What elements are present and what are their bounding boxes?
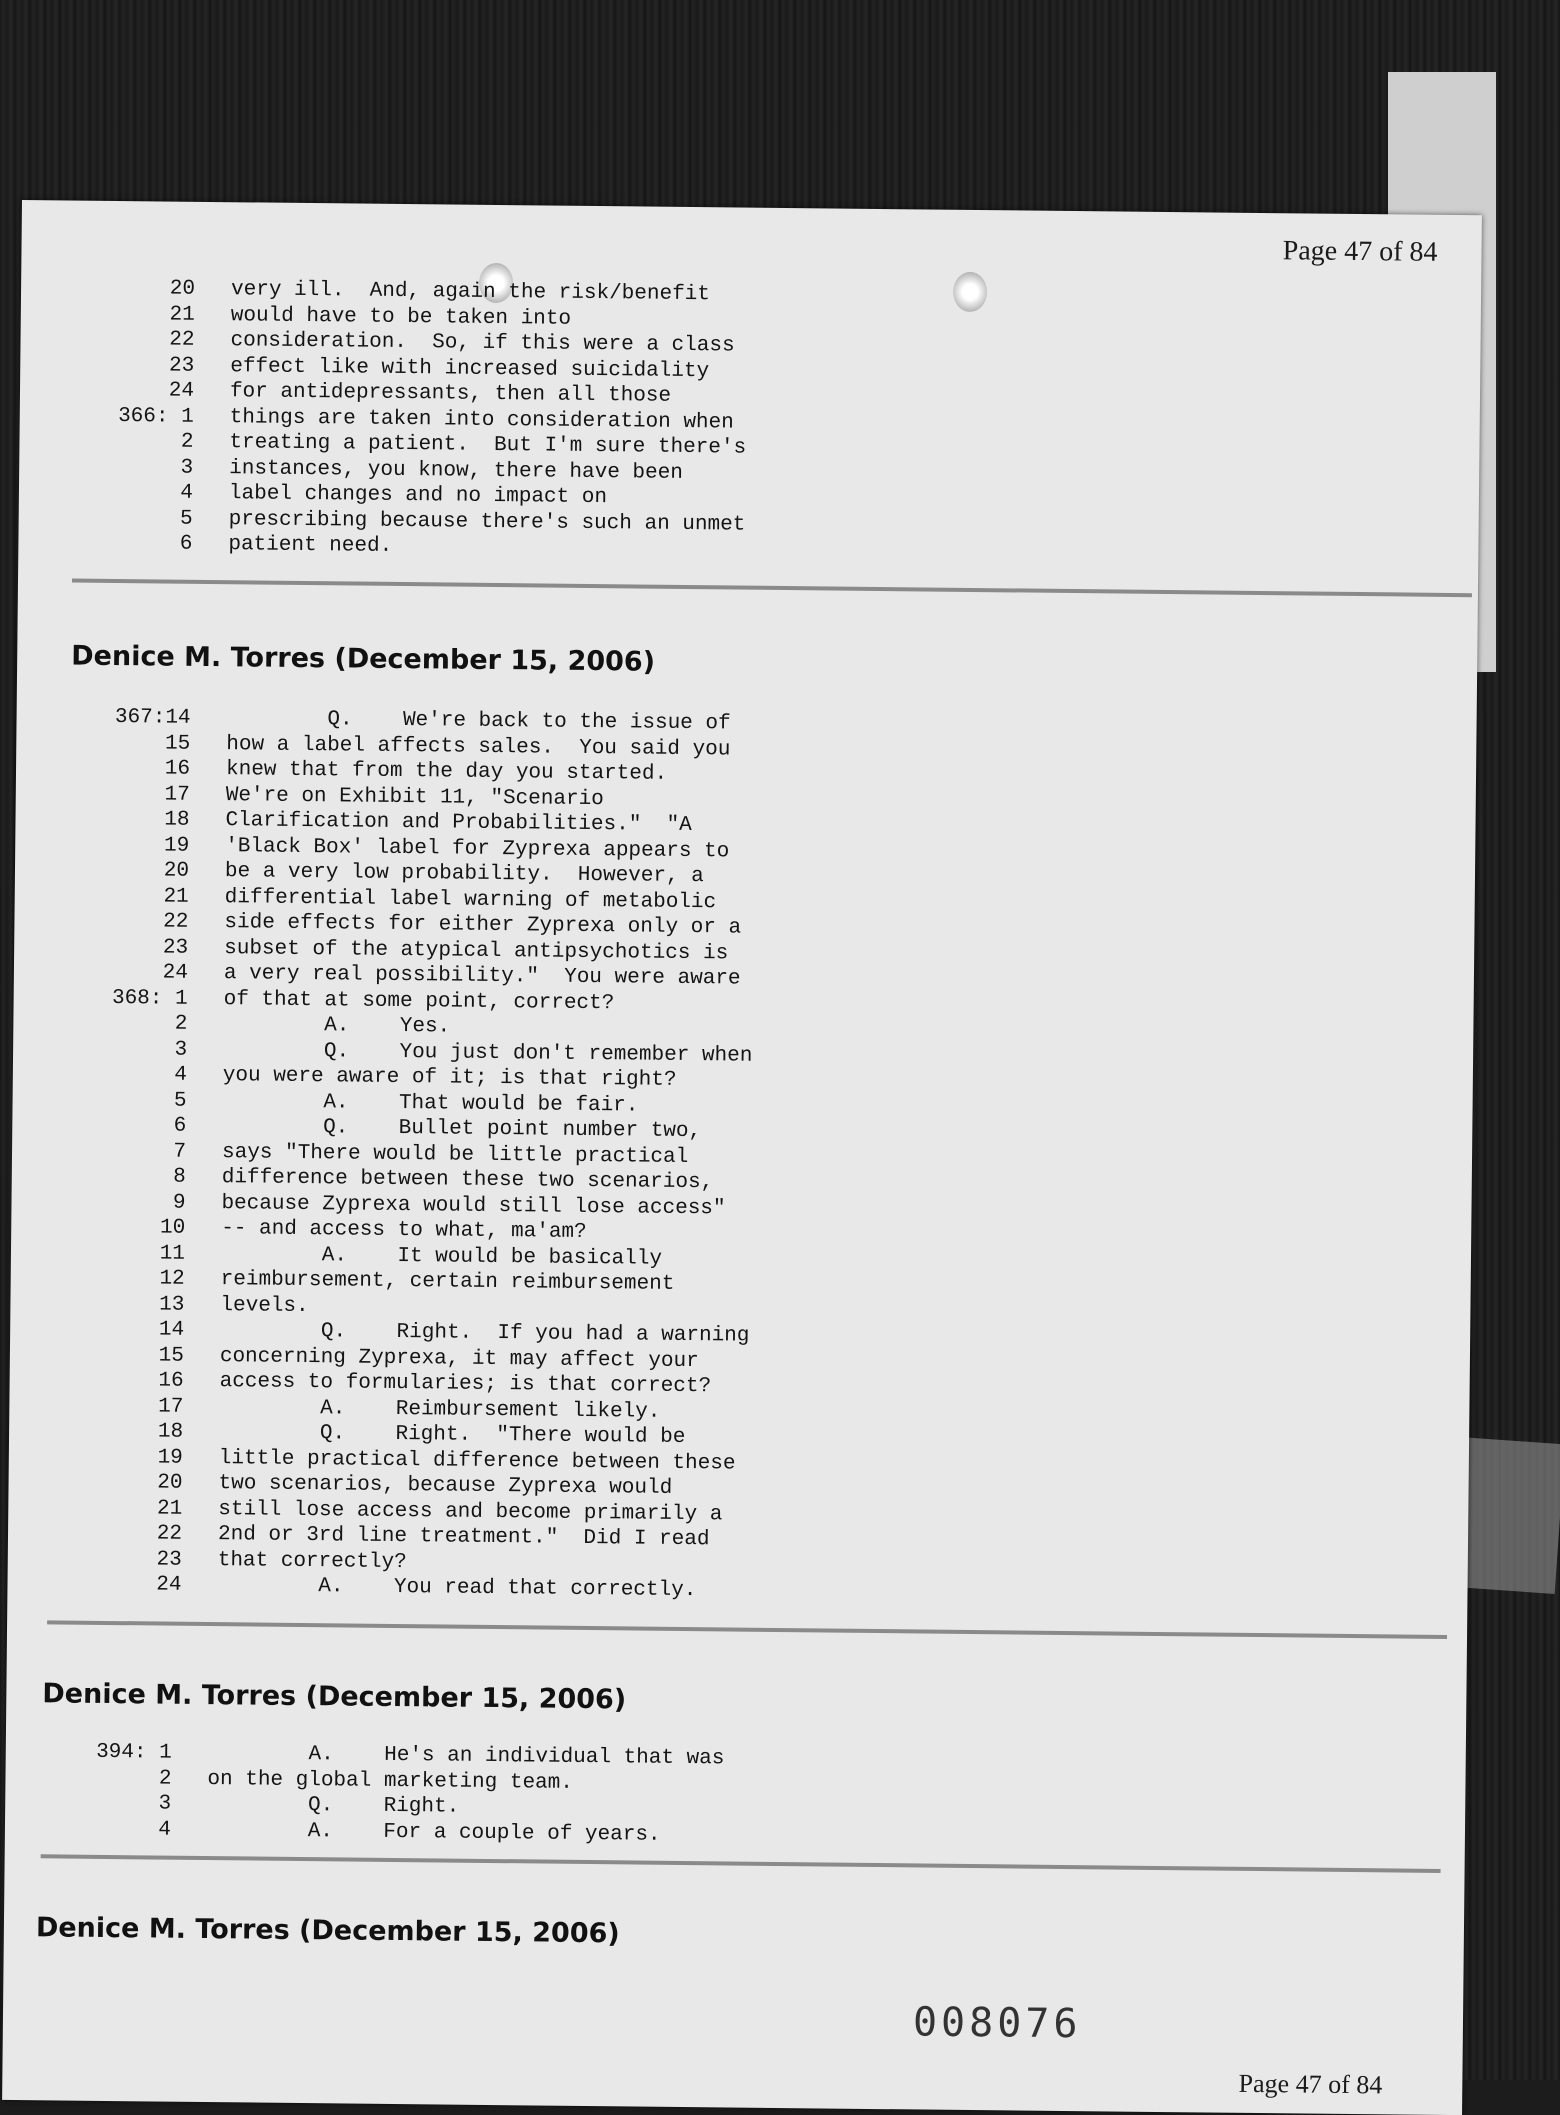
line-number: 366: 1	[117, 404, 194, 429]
line-number: 3	[180, 456, 194, 480]
line-text: on the global marketing team.	[207, 1767, 574, 1795]
line-text: effect like with increased suicidality	[230, 354, 710, 383]
section-divider	[72, 579, 1472, 598]
line-number: 12	[159, 1267, 185, 1291]
line-text: concerning Zyprexa, it may affect your	[219, 1344, 699, 1373]
line-text: access to formularies; is that correct?	[219, 1370, 712, 1399]
line-text: Q. Right. "There would be	[218, 1421, 686, 1450]
line-number: 10	[159, 1216, 186, 1240]
line-number: 20	[169, 277, 196, 301]
deponent-heading: Denice M. Torres (December 15, 2006)	[42, 1678, 627, 1716]
line-text: We're on Exhibit 11, "Scenario	[225, 783, 604, 811]
line-number: 19	[157, 1445, 183, 1470]
line-text: Clarification and Probabilities." "A	[225, 809, 692, 838]
line-number: 17	[158, 1394, 184, 1419]
line-text: you were aware of it; is that right?	[222, 1064, 677, 1092]
line-text: A. That would be fair.	[222, 1089, 639, 1118]
bates-stamp: 008076	[912, 1999, 1082, 2048]
line-number: 368: 1	[111, 986, 188, 1011]
line-number: 24	[156, 1573, 182, 1597]
line-number: 4	[180, 481, 194, 505]
line-text: A. You read that correctly.	[217, 1574, 697, 1603]
line-text: -- and access to what, ma'am?	[221, 1217, 587, 1244]
line-number: 16	[164, 757, 191, 781]
line-number: 22	[163, 910, 189, 934]
line-text: Q. You just don't remember when	[222, 1038, 753, 1068]
section-divider	[47, 1620, 1447, 1639]
line-number: 2	[180, 430, 194, 454]
line-text: differential label warning of metabolic	[224, 885, 717, 914]
line-text: how a label affects sales. You said you	[226, 732, 731, 761]
line-text: 'Black Box' label for Zyprexa appears to	[225, 834, 730, 863]
line-number: 9	[172, 1191, 186, 1215]
section-divider	[41, 1854, 1441, 1873]
line-number: 16	[158, 1369, 184, 1393]
line-text: patient need.	[228, 533, 393, 558]
line-text: subset of the atypical antipsychotics is	[224, 936, 729, 965]
line-number: 22	[169, 328, 195, 352]
line-number: 8	[173, 1165, 186, 1189]
line-number: 367:14	[114, 706, 191, 730]
line-number: 4	[174, 1063, 187, 1087]
line-number: 3	[158, 1792, 172, 1816]
line-text: two scenarios, because Zyprexa would	[218, 1472, 673, 1500]
line-number: 14	[158, 1318, 185, 1342]
line-text: side effects for either Zyprexa only or a	[224, 911, 742, 940]
line-text: prescribing because there's such an unmet	[228, 507, 746, 537]
line-number: 6	[173, 1114, 187, 1138]
line-number: 7	[173, 1140, 187, 1164]
punch-hole-icon	[953, 272, 987, 312]
line-number: 11	[159, 1242, 186, 1266]
page-number-top: Page 47 of 84	[1282, 235, 1438, 268]
line-number: 18	[157, 1420, 184, 1444]
excerpt-2-lines	[51, 705, 756, 1605]
line-text: A. Reimbursement likely.	[219, 1395, 661, 1424]
line-number: 15	[158, 1343, 185, 1368]
line-text: 2nd or 3rd line treatment." Did I read	[217, 1523, 710, 1552]
line-number: 21	[169, 303, 195, 327]
line-text: reimbursement, certain reimbursement	[220, 1268, 675, 1296]
line-text: still lose access and become primarily a	[218, 1497, 723, 1526]
line-number: 13	[159, 1292, 185, 1317]
line-number: 6	[179, 532, 193, 556]
line-text: Q. Bullet point number two,	[222, 1115, 702, 1144]
line-text: because Zyprexa would still lose access"	[221, 1191, 726, 1220]
line-text: levels.	[220, 1293, 309, 1318]
line-text: treating a patient. But I'm sure there's	[229, 431, 747, 460]
line-number: 20	[157, 1471, 183, 1495]
line-number: 394: 1	[96, 1740, 172, 1765]
line-text: A. He's an individual that was	[207, 1742, 725, 1771]
deponent-heading: Denice M. Torres (December 15, 2006)	[35, 1912, 620, 1950]
line-number: 23	[156, 1547, 182, 1572]
line-text: Q. Right.	[207, 1793, 460, 1819]
line-number: 15	[164, 732, 191, 756]
line-number: 4	[158, 1818, 172, 1842]
line-text: A. It would be basically	[220, 1242, 663, 1271]
line-text: Q. We're back to the issue of	[226, 707, 731, 736]
line-number: 5	[173, 1089, 187, 1113]
document-page	[2, 200, 1482, 2115]
line-number: 17	[164, 783, 190, 807]
line-text: very ill. And, again the risk/benefit	[230, 278, 711, 307]
line-text: things are taken into consideration when	[229, 405, 734, 434]
line-number: 21	[163, 885, 189, 909]
line-text: label changes and no impact on	[228, 482, 608, 510]
deponent-heading: Denice M. Torres (December 15, 2006)	[71, 640, 656, 678]
line-number: 22	[156, 1522, 183, 1546]
line-number: 2	[158, 1767, 172, 1791]
line-text: knew that from the day you started.	[225, 758, 668, 786]
line-text: Q. Right. If you had a warning	[220, 1319, 750, 1348]
line-text: for antidepressants, then all those	[229, 380, 672, 408]
line-number: 20	[163, 859, 190, 883]
line-number: 21	[156, 1496, 183, 1521]
line-text: A. For a couple of years.	[206, 1818, 661, 1847]
line-number: 23	[168, 354, 195, 378]
line-number: 18	[164, 808, 190, 832]
line-number: 23	[162, 936, 189, 960]
line-text: instances, you know, there have been	[229, 456, 683, 485]
page-number-bottom: Page 47 of 84	[1238, 2068, 1383, 2100]
line-number: 3	[174, 1038, 188, 1062]
line-text: little practical difference between these	[218, 1446, 736, 1476]
line-number: 24	[162, 961, 189, 985]
line-text: would have to be taken into	[230, 303, 572, 331]
line-text: that correctly?	[217, 1548, 407, 1574]
line-text: consideration. So, if this were a class	[230, 329, 735, 358]
line-text: A. Yes.	[223, 1013, 451, 1039]
line-number: 19	[163, 834, 190, 858]
line-number: 24	[168, 379, 195, 403]
line-text: says "There would be little practical	[221, 1140, 689, 1169]
excerpt-3-lines	[41, 1740, 725, 1849]
line-text: a very real possibility." You were aware	[223, 962, 741, 991]
line-text: of that at some point, correct?	[223, 987, 615, 1015]
line-text: be a very low probability. However, a	[224, 860, 704, 889]
excerpt-1-lines	[62, 276, 748, 564]
line-number: 2	[174, 1012, 188, 1036]
line-number: 5	[179, 507, 193, 531]
line-text: difference between these two scenarios,	[221, 1166, 714, 1195]
